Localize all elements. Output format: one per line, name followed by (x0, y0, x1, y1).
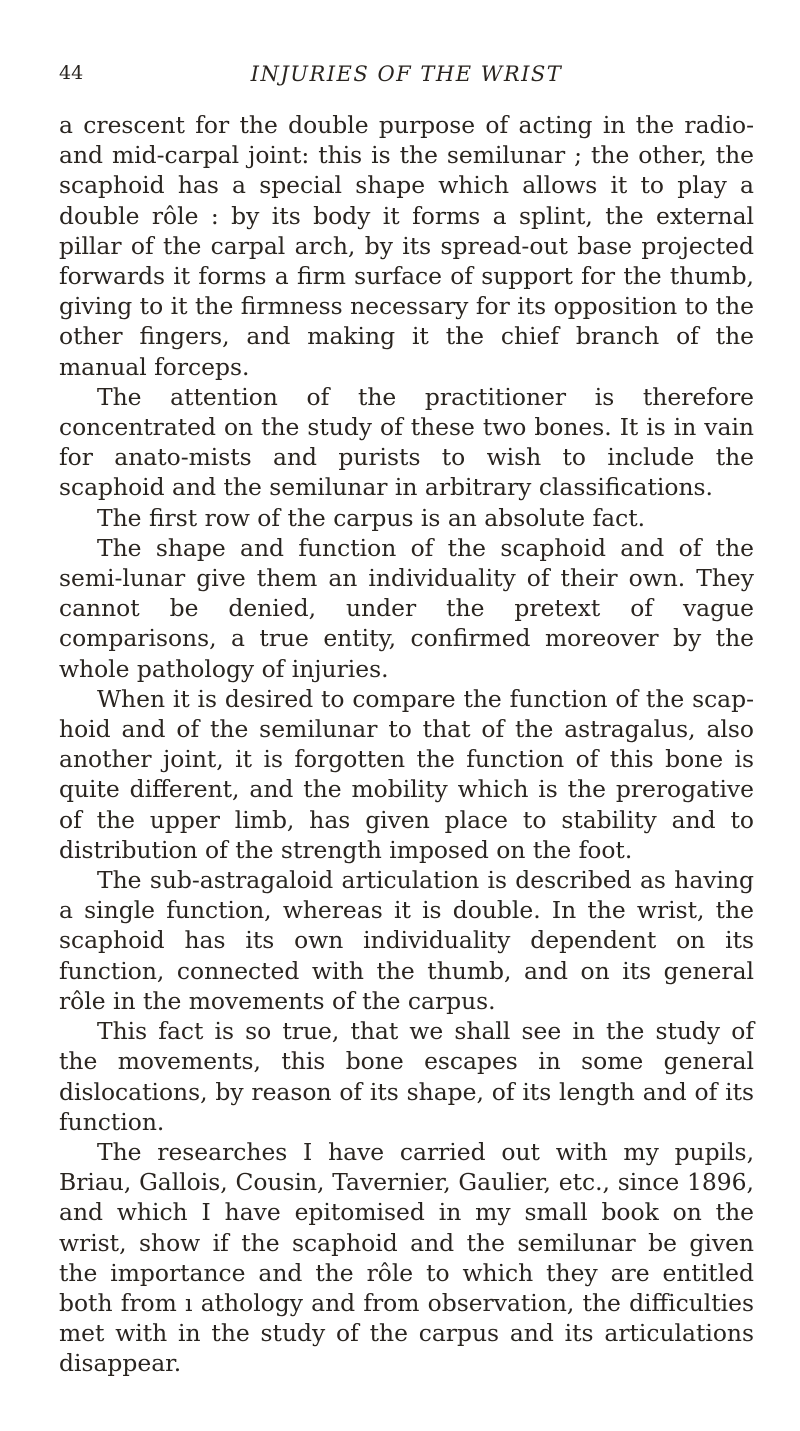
paragraph: The shape and function of the scaphoid and of the semi-lunar give them an individuality of their own. They cannot be denied, under the pretext of vague comparisons, a true entity, confirmed moreover by the whole pathology of injuries. (59, 533, 754, 683)
paragraph: The researches I have carried out with my pupils, Briau, Gallois, Cousin, Tavernier, Gaulier, etc., since 1896, and which I have epitomised in my small book on the wrist, show if the scaphoid and the semilunar be given the importance and the rôle to which they are entitled both from ı athology and from observation, the difficulties met with in the study of the carpus and its articulations disappear. (59, 1137, 754, 1378)
paragraph: When it is desired to compare the function of the scap-hoid and of the semilunar to that of the astragalus, also another joint, it is forgotten the function of this bone is quite different, and the mobility which is the prerogative of the upper limb, has given place to stability and to distribution of the strength imposed on the foot. (59, 684, 754, 864)
page-number: 44 (59, 62, 84, 84)
body-text (59, 110, 754, 1379)
running-title: INJURIES OF THE WRIST (250, 62, 563, 86)
paragraph: This fact is so true, that we shall see in the study of the movements, this bone escapes in some general dislocations, by reason of its shape, of its length and of its function. (59, 1017, 754, 1136)
paragraph: The first row of the carpus is an absolute fact. (97, 503, 646, 532)
paragraph: The attention of the practitioner is therefore concentrated on the study of these two bones. It is in vain for anato-mists and purists to wish to include the scaphoid and the semilunar in arbitrary classifications. (59, 382, 754, 502)
page-header (59, 62, 754, 92)
paragraph: The sub-astragaloid articulation is described as having a single function, whereas it is double. In the wrist, the scaphoid has its own individuality dependent on its function, connected with the thumb, and on its general rôle in the movements of the carpus. (59, 866, 754, 1015)
paragraph: a crescent for the double purpose of acting in the radio- and mid-carpal joint: this is the semilunar ; the other, the scaphoid has a special shape which allows it to play a double rôle : by its body it forms a splint, the external pillar of the carpal arch, by its spread-out base projected forwards it forms a firm surface of support for the thumb, giving to it the firmness necessary for its opposition to the other fingers, and making it the chief branch of the manual forceps. (59, 111, 754, 381)
